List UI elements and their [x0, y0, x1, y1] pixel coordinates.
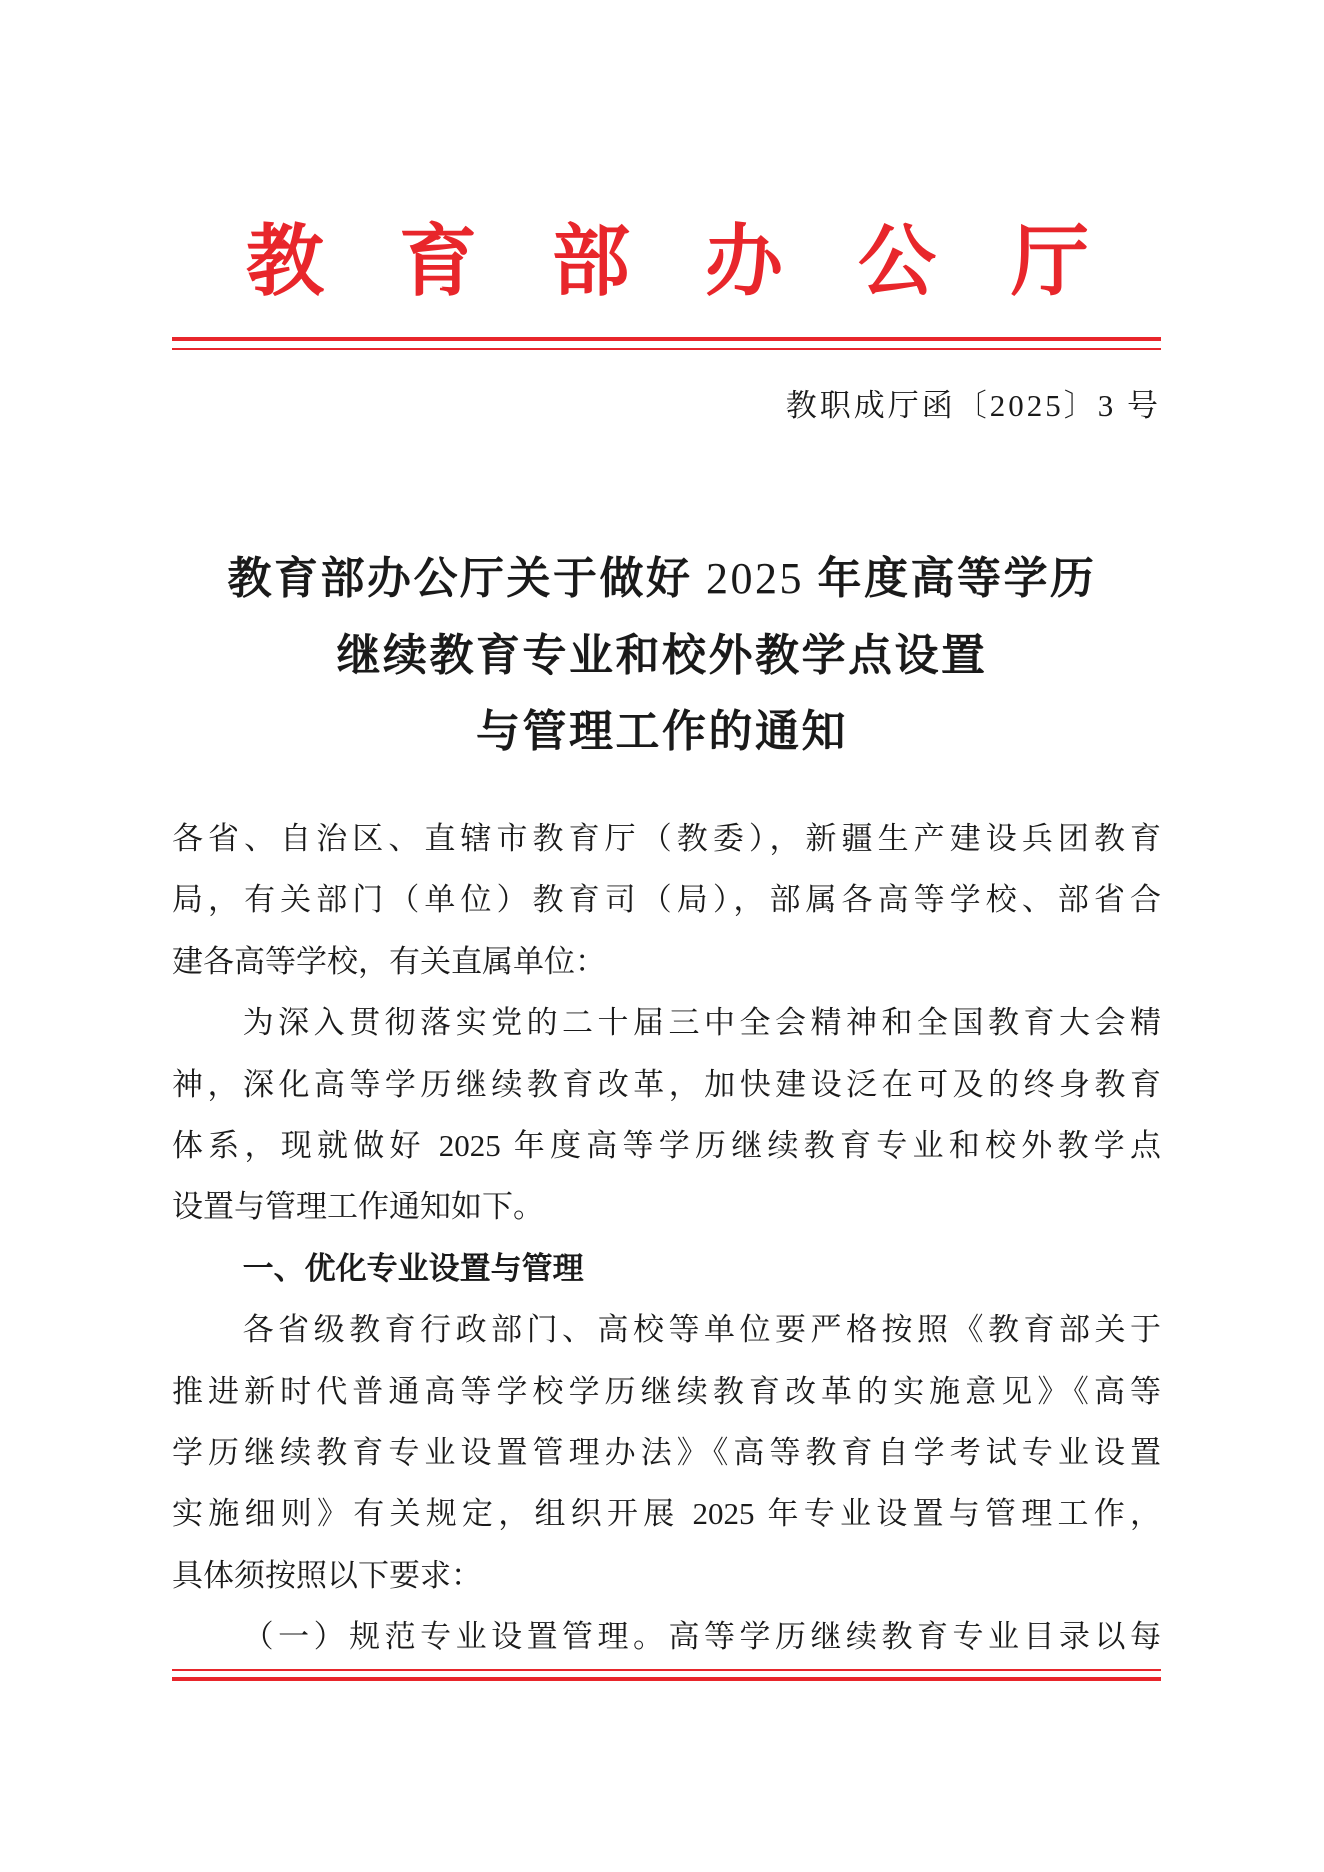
footer-rule-thick	[172, 1677, 1161, 1681]
document-title	[0, 541, 1324, 771]
addressee-line: 建各高等学校，有关直属单位：	[172, 943, 606, 979]
section-paragraph-line: 实施细则》有关规定，组织开展 2025 年专业设置与管理工作，	[172, 1496, 1161, 1532]
document-body	[172, 808, 1161, 1667]
subsection-line: （一）规范专业设置管理。高等学历继续教育专业目录以每	[242, 1619, 1161, 1655]
title-line-1-part-2: 年度高等学历	[804, 554, 1097, 603]
intro-paragraph-line: 设置与管理工作通知如下。	[172, 1189, 544, 1225]
intro-paragraph-line: 为深入贯彻落实党的二十届三中全会精神和全国教育大会精	[242, 1005, 1161, 1041]
header-rule-thin	[172, 348, 1161, 350]
title-line-3: 与管理工作的通知	[476, 707, 848, 756]
title-line-2: 继续教育专业和校外教学点设置	[336, 630, 988, 680]
intro-paragraph-line: 神，深化高等学历继续教育改革，加快建设泛在可及的终身教育	[172, 1066, 1161, 1102]
title-line-1	[0, 541, 1324, 618]
intro-paragraph-line: 体系，现就做好 2025 年度高等学历继续教育专业和校外教学点	[172, 1127, 1161, 1163]
title-line-1-part-1: 教育部办公厅关于做好	[227, 554, 706, 603]
title-line-1-year: 2025	[706, 554, 804, 603]
header-rule-thick	[172, 337, 1161, 341]
section-paragraph-line: 学历继续教育专业设置管理办法》《高等教育自学考试专业设置	[172, 1434, 1161, 1470]
section-paragraph-line: 推进新时代普通高等学校学历继续教育改革的实施意见》《高等	[172, 1373, 1161, 1409]
section-paragraph-line: 具体须按照以下要求：	[172, 1557, 482, 1593]
issuing-authority-header: 教育部办公厅	[246, 218, 1165, 305]
document-number: 教职成厅函〔2025〕3 号	[785, 388, 1161, 423]
section-heading: 一、优化专业设置与管理	[242, 1250, 584, 1286]
section-paragraph-line: 各省级教育行政部门、高校等单位要严格按照《教育部关于	[242, 1312, 1161, 1348]
footer-rule-thin	[172, 1669, 1161, 1671]
addressee-line: 各省、自治区、直辖市教育厅（教委），新疆生产建设兵团教育	[172, 821, 1161, 856]
addressee-line: 局，有关部门（单位）教育司（局），部属各高等学校、部省合	[172, 882, 1161, 918]
